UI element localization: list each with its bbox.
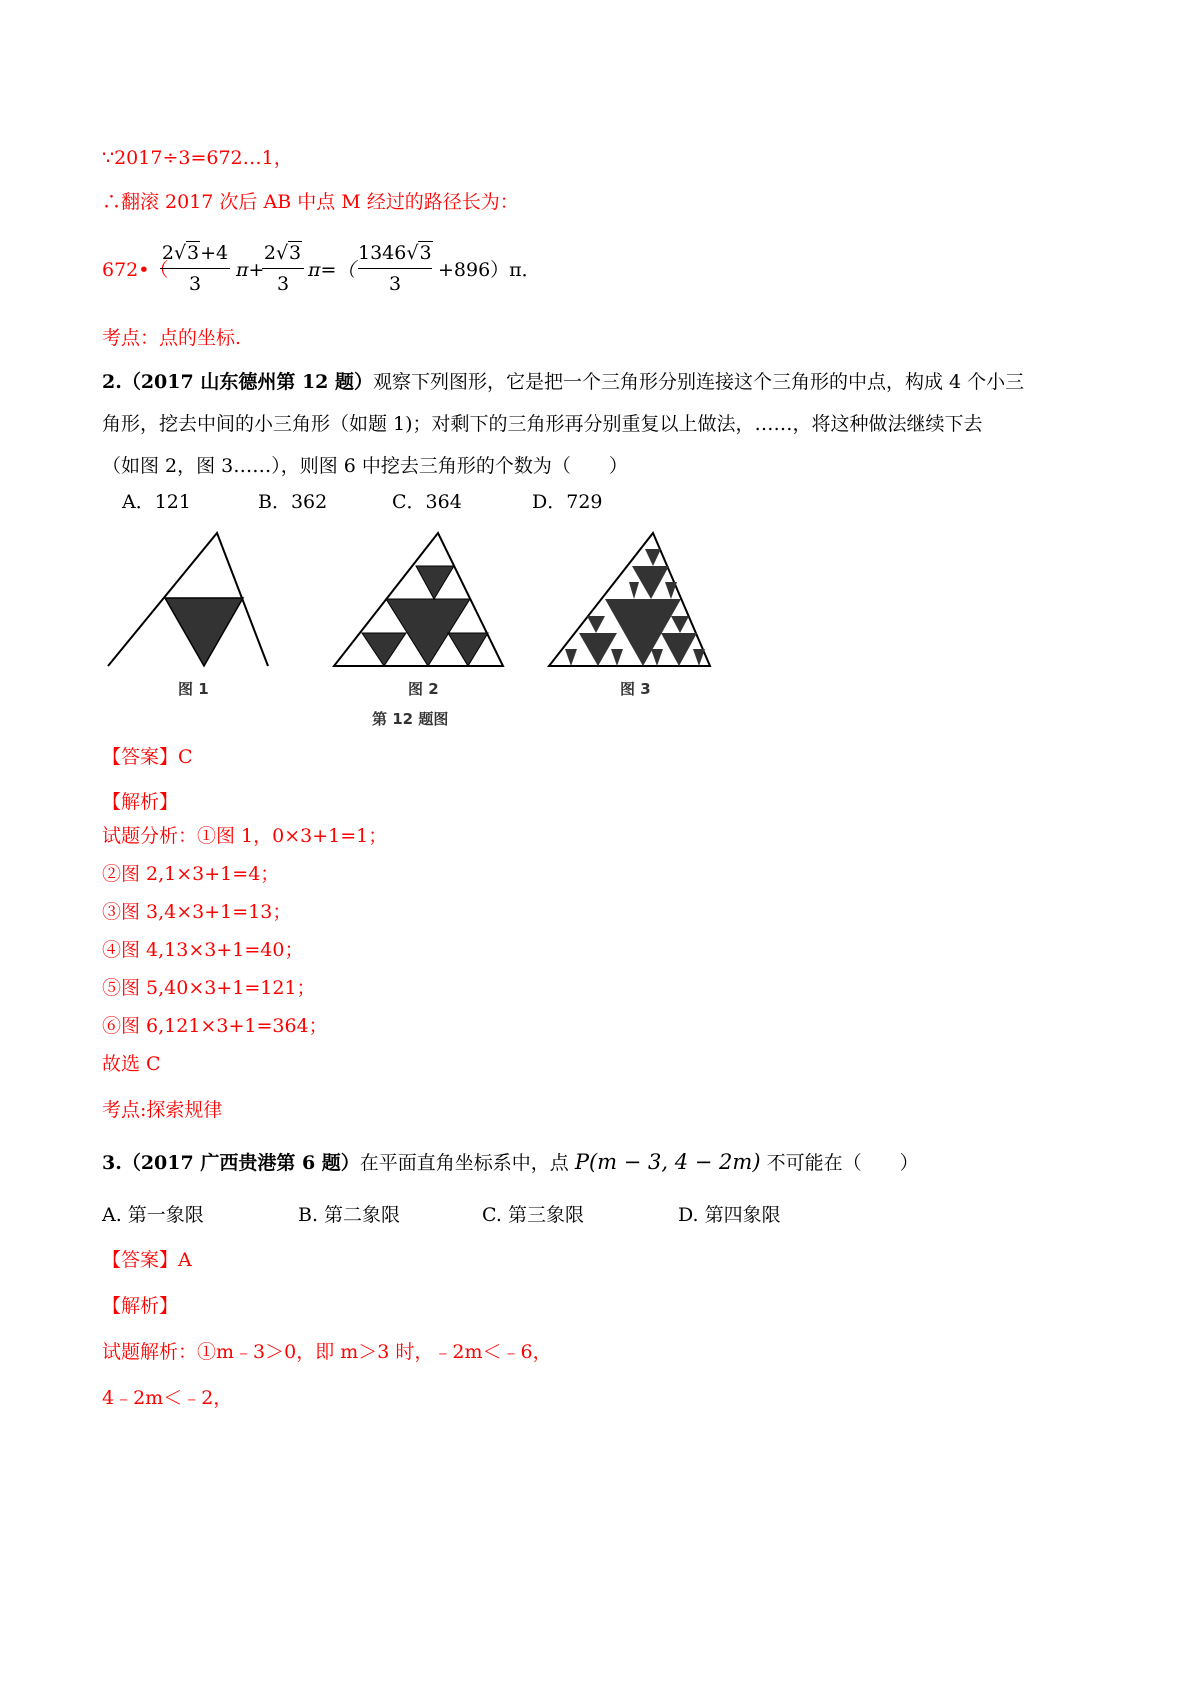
formula-lead: 672•（ [102,259,169,281]
q2-analysis-2: ②图 2,1×3+1=4； [102,863,280,885]
q3-line [102,1150,919,1175]
therefore-line: ∴翻滚 2017 次后 AB 中点 M 经过的路径长为： [102,191,519,213]
q2-line-2: 角形，挖去中间的小三角形（如题 1)；对剩下的三角形再分别重复以上做法，……，将这种做法继续下去 [102,413,983,435]
q2-line-3: （如图 2，图 3……），则图 6 中挖去三角形的个数为（ ） [102,455,628,477]
q2-option-d: D．729 [532,491,603,513]
q2-analysis-4: ④图 4,13×3+1=40； [102,939,304,961]
q2-conclusion: 故选 C [102,1053,161,1075]
q3-option-d: D. 第四象限 [678,1204,781,1226]
q3-analysis-2: 4﹣2m＜﹣2， [102,1387,233,1409]
q2-analysis-3: ③图 3,4×3+1=13； [102,901,292,923]
q3-option-c: C. 第三象限 [482,1204,584,1226]
figure-3-caption: 图 3 [620,680,651,698]
q2-jiexi-label: 【解析】 [102,791,179,813]
formula-pi-2: π=（ [308,259,356,281]
q3-analysis-1: 试题解析：①m﹣3＞0，即 m＞3 时，﹣2m＜﹣6， [102,1341,552,1363]
sierpinski-figure-1 [100,525,280,670]
q2-analysis-5: ⑤图 5,40×3+1=121； [102,977,316,999]
kaodian-1: 考点：点的坐标. [102,327,242,349]
q3-option-b: B. 第二象限 [298,1204,401,1226]
q2-option-c: C．364 [392,491,462,513]
q2-line-1 [102,370,1024,394]
q2-answer: 【答案】C [102,746,193,768]
figure-1-caption: 图 1 [178,680,209,698]
q3-point-name: P [574,1150,589,1174]
q3-text-after: 不可能在（ ） [766,1152,919,1174]
q2-option-a: A．121 [122,491,191,513]
sierpinski-figure-2 [330,525,510,670]
figure-2-caption: 图 2 [408,680,439,698]
q2-option-b: B．362 [258,491,328,513]
q3-option-a: A. 第一象限 [102,1204,204,1226]
q2-analysis-6: ⑥图 6,121×3+1=364； [102,1015,328,1037]
q3-source: 3.（2017 广西贵港第 6 题） [102,1152,360,1174]
q2-text-1: 观察下列图形，它是把一个三角形分别连接这个三角形的中点，构成 4 个小三 [373,371,1025,393]
because-line: ∵2017÷3=672…1， [102,147,293,169]
fraction-3: 1346√3 3 [358,242,432,295]
q2-kaodian: 考点:探索规律 [102,1099,223,1121]
fraction-1: 2√3+4 3 [161,242,229,295]
q3-point-coords: (m − 3, 4 − 2m) [588,1150,761,1174]
sierpinski-figure-3 [545,525,715,670]
q3-answer: 【答案】A [102,1249,192,1271]
formula-tail: +896）π． [438,259,541,281]
fraction-2: 2√3 3 [262,242,304,295]
q3-jiexi-label: 【解析】 [102,1295,179,1317]
formula-pi-1: π+ [236,259,265,281]
q3-text: 在平面直角坐标系中，点 [359,1152,569,1174]
q2-source: 2.（2017 山东德州第 12 题） [102,371,374,393]
q2-analysis-1: 试题分析：①图 1，0×3+1=1； [102,825,388,847]
figure-title: 第 12 题图 [372,710,449,728]
